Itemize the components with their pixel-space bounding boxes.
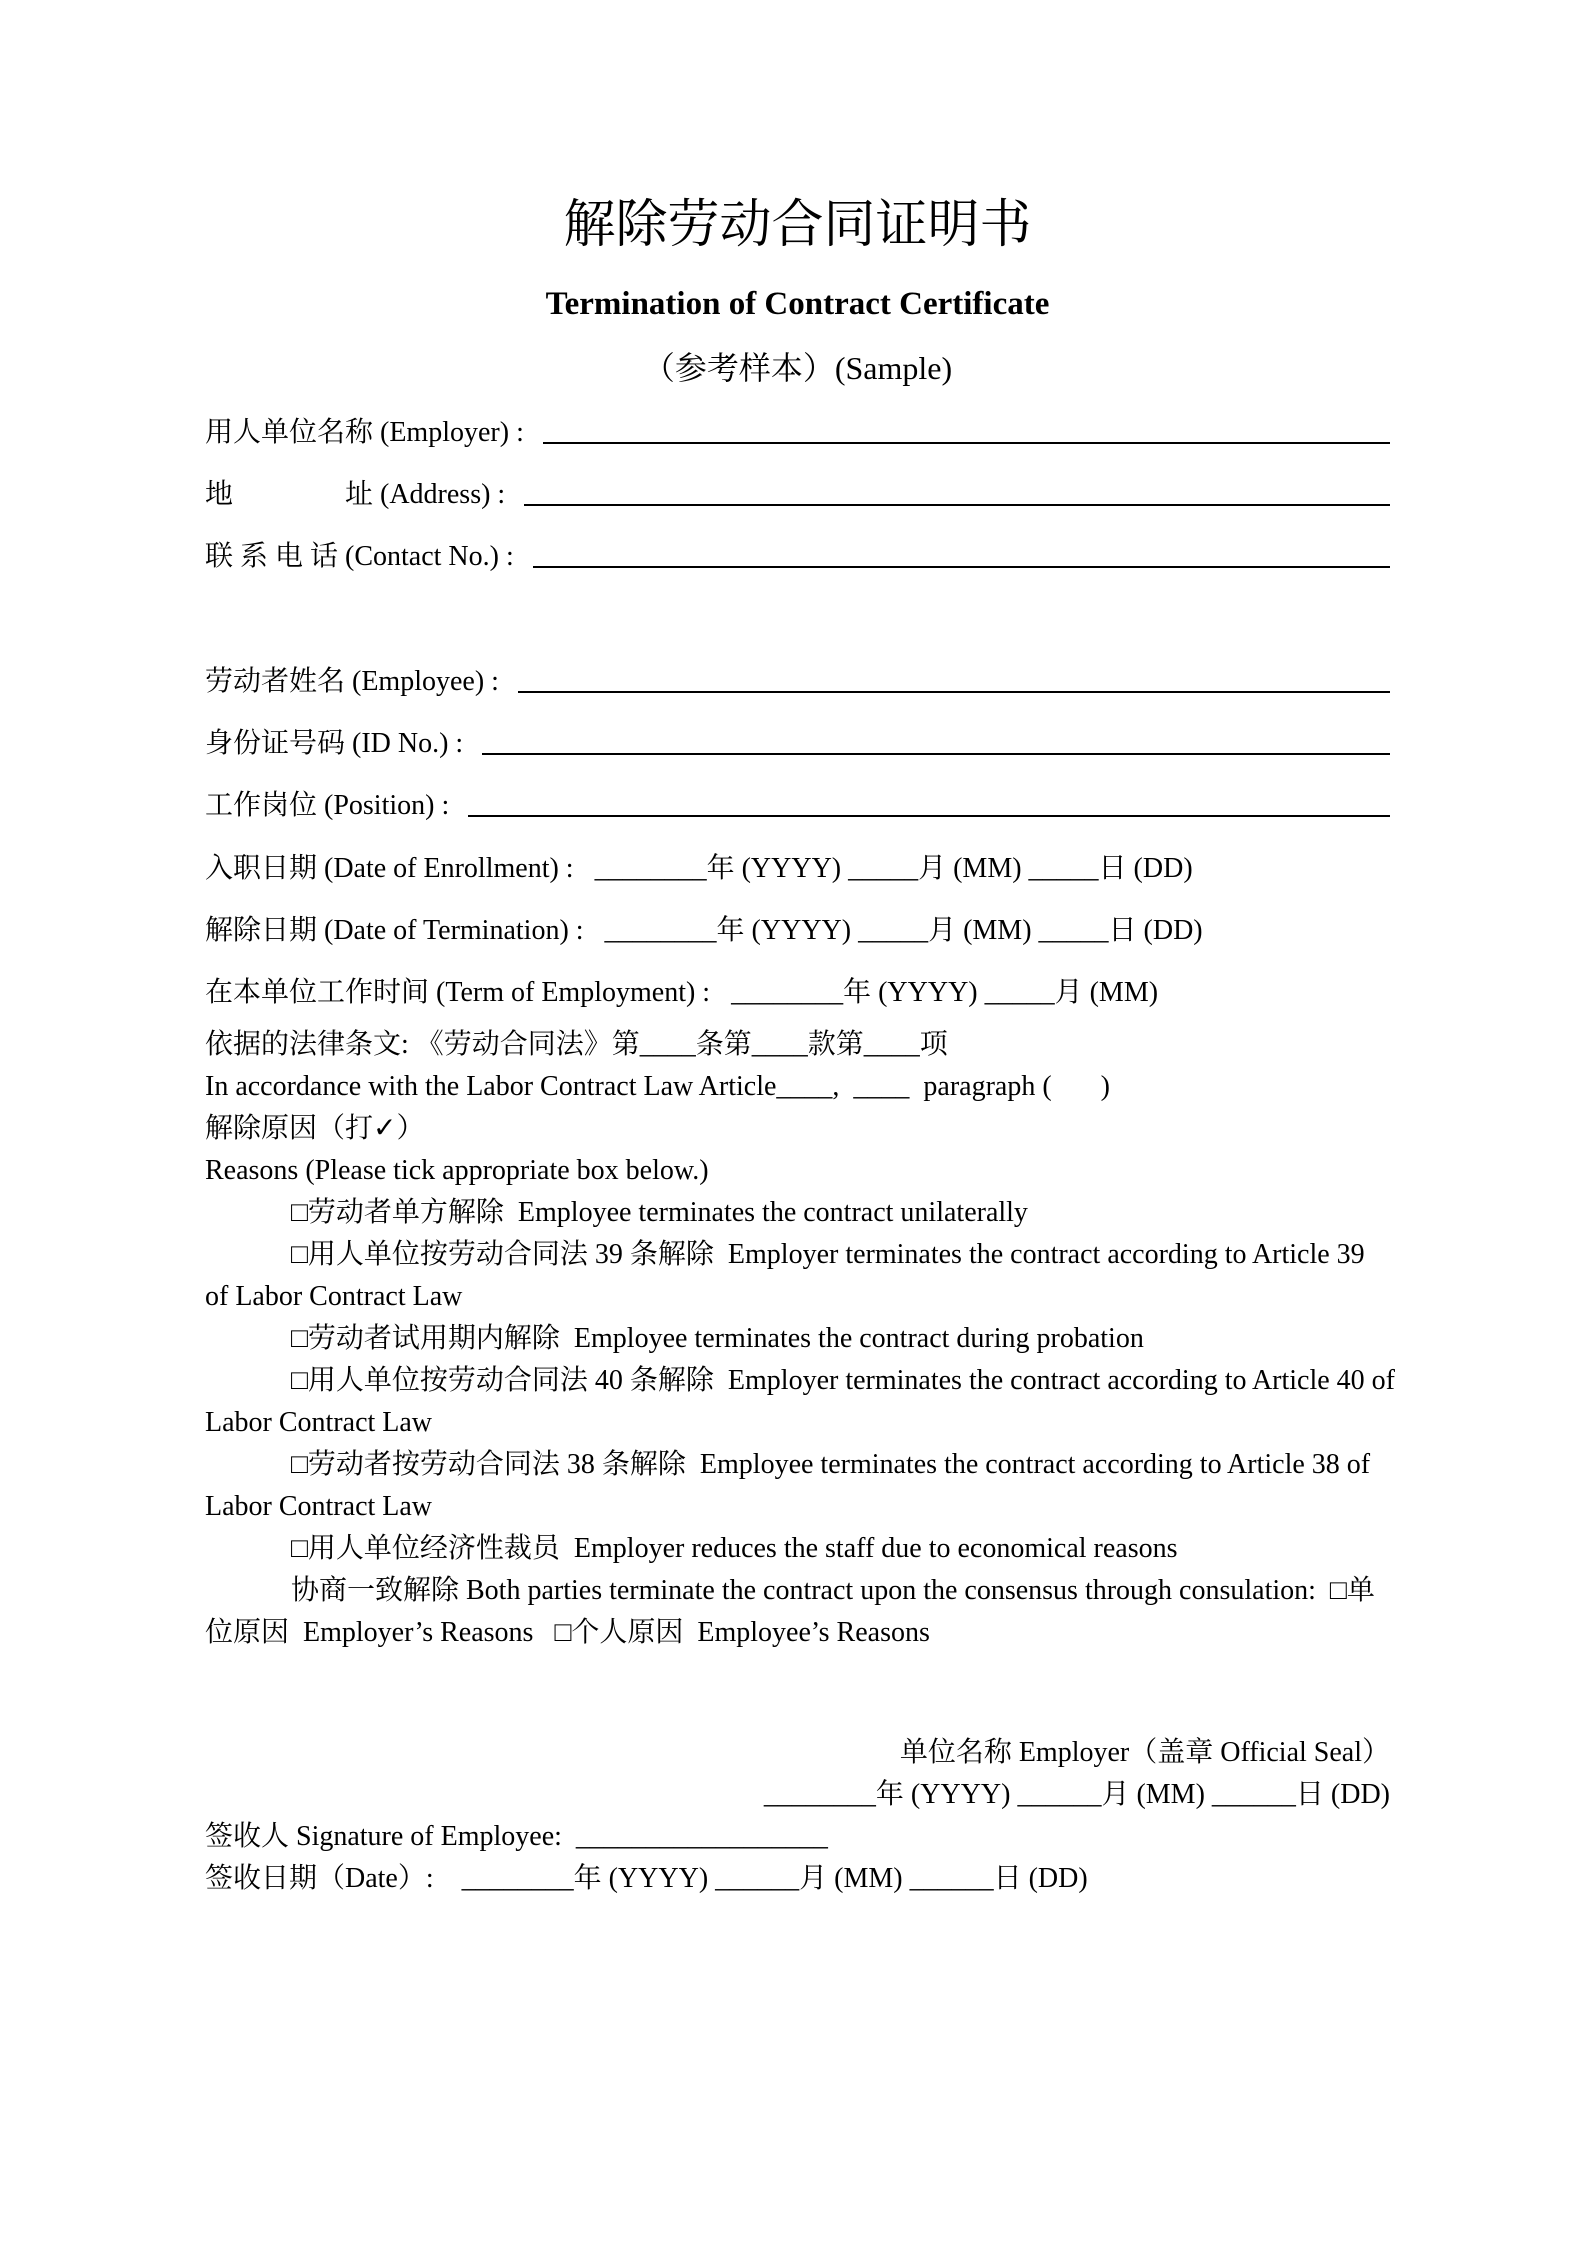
employee-position-blank-line — [468, 815, 1390, 817]
title-chinese: 解除劳动合同证明书 — [563, 197, 1032, 254]
field-employee-position — [205, 761, 1390, 823]
field-employer-address — [205, 450, 1390, 512]
reason-option-consensus: 协商一致解除 Both parties terminate the contract upon the consensus through consulation: □单 — [291, 1575, 1375, 1606]
reason-option-unilateral: □劳动者单方解除 Employee terminates the contract unilaterally — [291, 1197, 1028, 1228]
employer-seal-line: 单位名称 Employer（盖章 Official Seal） — [899, 1737, 1390, 1768]
reason-option-article40: □用人单位按劳动合同法 40 条解除 Employer terminates the contract according to Article 40 of — [291, 1365, 1396, 1396]
employee-signature-line: 签收人 Signature of Employee: __________________ — [205, 1821, 828, 1852]
employer-contact-blank-line — [533, 566, 1390, 568]
field-employer-contact — [205, 512, 1390, 574]
reason-option-article39-wrap: of Labor Contract Law — [205, 1281, 463, 1312]
legal-basis-section — [205, 1024, 1480, 1192]
legal-article-en-line: In accordance with the Labor Contract Law Article____, ____ paragraph ( ) — [205, 1071, 1110, 1102]
section-gap — [205, 574, 1480, 637]
reason-heading-zh: 解除原因（打✓） — [205, 1113, 425, 1144]
field-employee-name — [205, 637, 1390, 699]
reason-heading-en: Reasons (Please tick appropriate box below.) — [205, 1155, 709, 1186]
employee-name-label: 劳动者姓名 (Employee) : — [205, 666, 506, 697]
employment-term-line: 在本单位工作时间 (Term of Employment) : ________年 (YYYY) _____月 (MM) — [205, 977, 1159, 1008]
field-employee-id — [205, 699, 1390, 761]
employee-id-blank-line — [482, 753, 1390, 755]
employer-seal-section — [205, 1732, 1390, 1816]
termination-date-line: 解除日期 (Date of Termination) : ________年 (YYYY) _____月 (MM) _____日 (DD) — [205, 915, 1203, 946]
subtitle-sample: （参考样本）(Sample) — [642, 350, 953, 386]
reason-option-article39: □用人单位按劳动合同法 39 条解除 Employer terminates the contract according to Article 39 — [291, 1239, 1365, 1270]
employer-name-blank-line — [543, 442, 1390, 444]
title-english: Termination of Contract Certificate — [545, 286, 1050, 322]
reason-option-article38: □劳动者按劳动合同法 38 条解除 Employee terminates the contract according to Article 38 of — [291, 1449, 1371, 1480]
reasons-checkbox-section — [205, 1192, 1480, 1654]
legal-article-zh-line: 依据的法律条文: 《劳动合同法》第____条第____款第____项 — [205, 1029, 948, 1060]
employer-address-blank-line — [524, 504, 1390, 506]
employee-name-blank-line — [518, 691, 1390, 693]
employee-section — [205, 637, 1390, 823]
employer-address-label: 地 址 (Address) : — [205, 479, 513, 510]
enrollment-date-line: 入职日期 (Date of Enrollment) : ________年 (YYYY) _____月 (MM) _____日 (DD) — [205, 853, 1193, 884]
employer-seal-date-line: ________年 (YYYY) ______月 (MM) ______日 (DD) — [763, 1779, 1390, 1810]
employee-position-label: 工作岗位 (Position) : — [205, 790, 457, 821]
employer-section — [205, 388, 1390, 574]
dates-section — [205, 838, 1480, 1024]
reason-option-article40-wrap: Labor Contract Law — [205, 1407, 433, 1438]
reason-option-staff-reduction: □用人单位经济性裁员 Employer reduces the staff due to economical reasons — [291, 1533, 1178, 1564]
reason-option-article38-wrap: Labor Contract Law — [205, 1491, 433, 1522]
employer-contact-label: 联 系 电 话 (Contact No.) : — [205, 541, 521, 572]
employer-name-label: 用人单位名称 (Employer) : — [205, 417, 531, 448]
employee-id-label: 身份证号码 (ID No.) : — [205, 728, 471, 759]
reason-option-consensus-wrap: 位原因 Employer’s Reasons □个人原因 Employee’s Reasons — [205, 1617, 930, 1648]
field-employer-name — [205, 388, 1390, 450]
receipt-date-line: 签收日期（Date）: ________年 (YYYY) ______月 (MM) ______日 (DD) — [205, 1863, 1088, 1894]
employee-signature-section — [205, 1816, 1480, 1900]
reason-option-probation: □劳动者试用期内解除 Employee terminates the contract during probation — [291, 1323, 1144, 1354]
